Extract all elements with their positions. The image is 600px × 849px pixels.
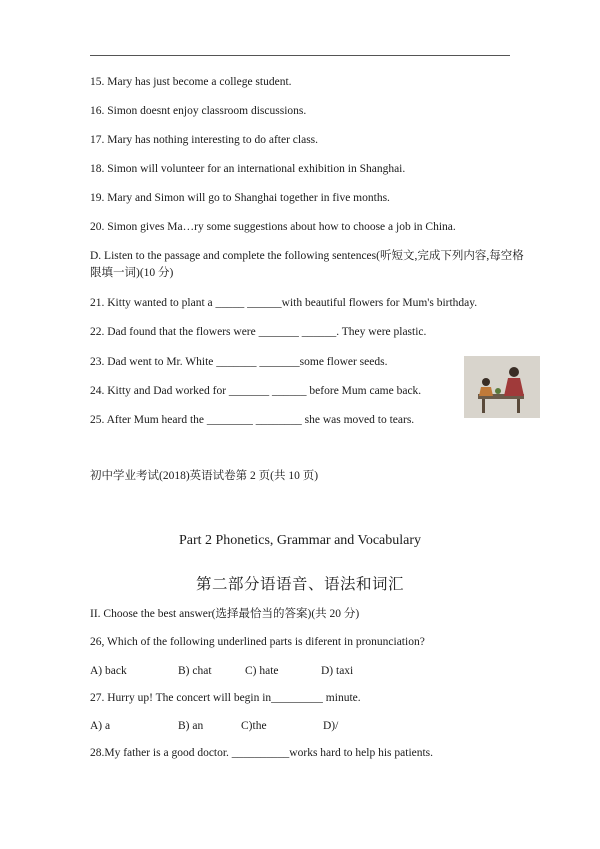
part2-title-cn: 第二部分语语音、语法和词汇	[195, 576, 404, 593]
question-26: 26, Which of the following underlined parts is diferent in pronunciation?	[90, 636, 425, 648]
illustration-picture	[464, 356, 540, 418]
sentence-24: 24. Kitty and Dad worked for _______ ______ before Mum came back.	[90, 385, 422, 397]
q26-option-c: C) hate	[245, 665, 279, 677]
q27-option-c: C)the	[241, 720, 267, 732]
statement-17: 17. Mary has nothing interesting to do after class.	[90, 134, 319, 146]
q27-option-d: D)/	[323, 720, 339, 732]
top-rule	[90, 55, 510, 56]
page-footer: 初中学业考试(2018)英语试卷第 2 页(共 10 页)	[90, 470, 319, 482]
statement-20: 20. Simon gives Ma…ry some suggestions about how to choose a job in China.	[90, 221, 456, 233]
statement-15: 15. Mary has just become a college student.	[90, 76, 292, 88]
sentence-21: 21. Kitty wanted to plant a _____ ______with beautiful flowers for Mum's birthday.	[90, 297, 478, 309]
section-d-instruction: D. Listen to the passage and complete the following sentences(听短文,完成下列内容,每空格限填一词)(10 分)	[90, 250, 524, 279]
sentence-23: 23. Dad went to Mr. White _______ _______some flower seeds.	[90, 356, 388, 368]
statement-18: 18. Simon will volunteer for an international exhibition in Shanghai.	[90, 163, 406, 175]
question-27: 27. Hurry up! The concert will begin in_________ minute.	[90, 692, 361, 704]
q26-option-b: B) chat	[178, 665, 212, 677]
question-28: 28.My father is a good doctor. __________works hard to help his patients.	[90, 747, 434, 759]
statement-19: 19. Mary and Simon will go to Shanghai together in five months.	[90, 192, 390, 204]
q26-option-d: D) taxi	[321, 665, 354, 677]
part2-title-en: Part 2 Phonetics, Grammar and Vocabulary	[178, 533, 422, 548]
part2-instruction: II. Choose the best answer(选择最恰当的答案)(共 20 分)	[90, 608, 360, 620]
child-head	[482, 378, 490, 386]
q26-option-a: A) back	[90, 665, 127, 677]
plant-pot	[495, 388, 501, 394]
q27-option-a: A) a	[90, 720, 111, 732]
statement-16: 16. Simon doesnt enjoy classroom discussions.	[90, 105, 307, 117]
sentence-25: 25. After Mum heard the ________ ________ she was moved to tears.	[90, 414, 415, 426]
child-body	[479, 387, 493, 396]
adult-head	[509, 367, 519, 377]
sentence-22: 22. Dad found that the flowers were _______ ______. They were plastic.	[90, 326, 427, 338]
q27-option-b: B) an	[178, 720, 204, 732]
